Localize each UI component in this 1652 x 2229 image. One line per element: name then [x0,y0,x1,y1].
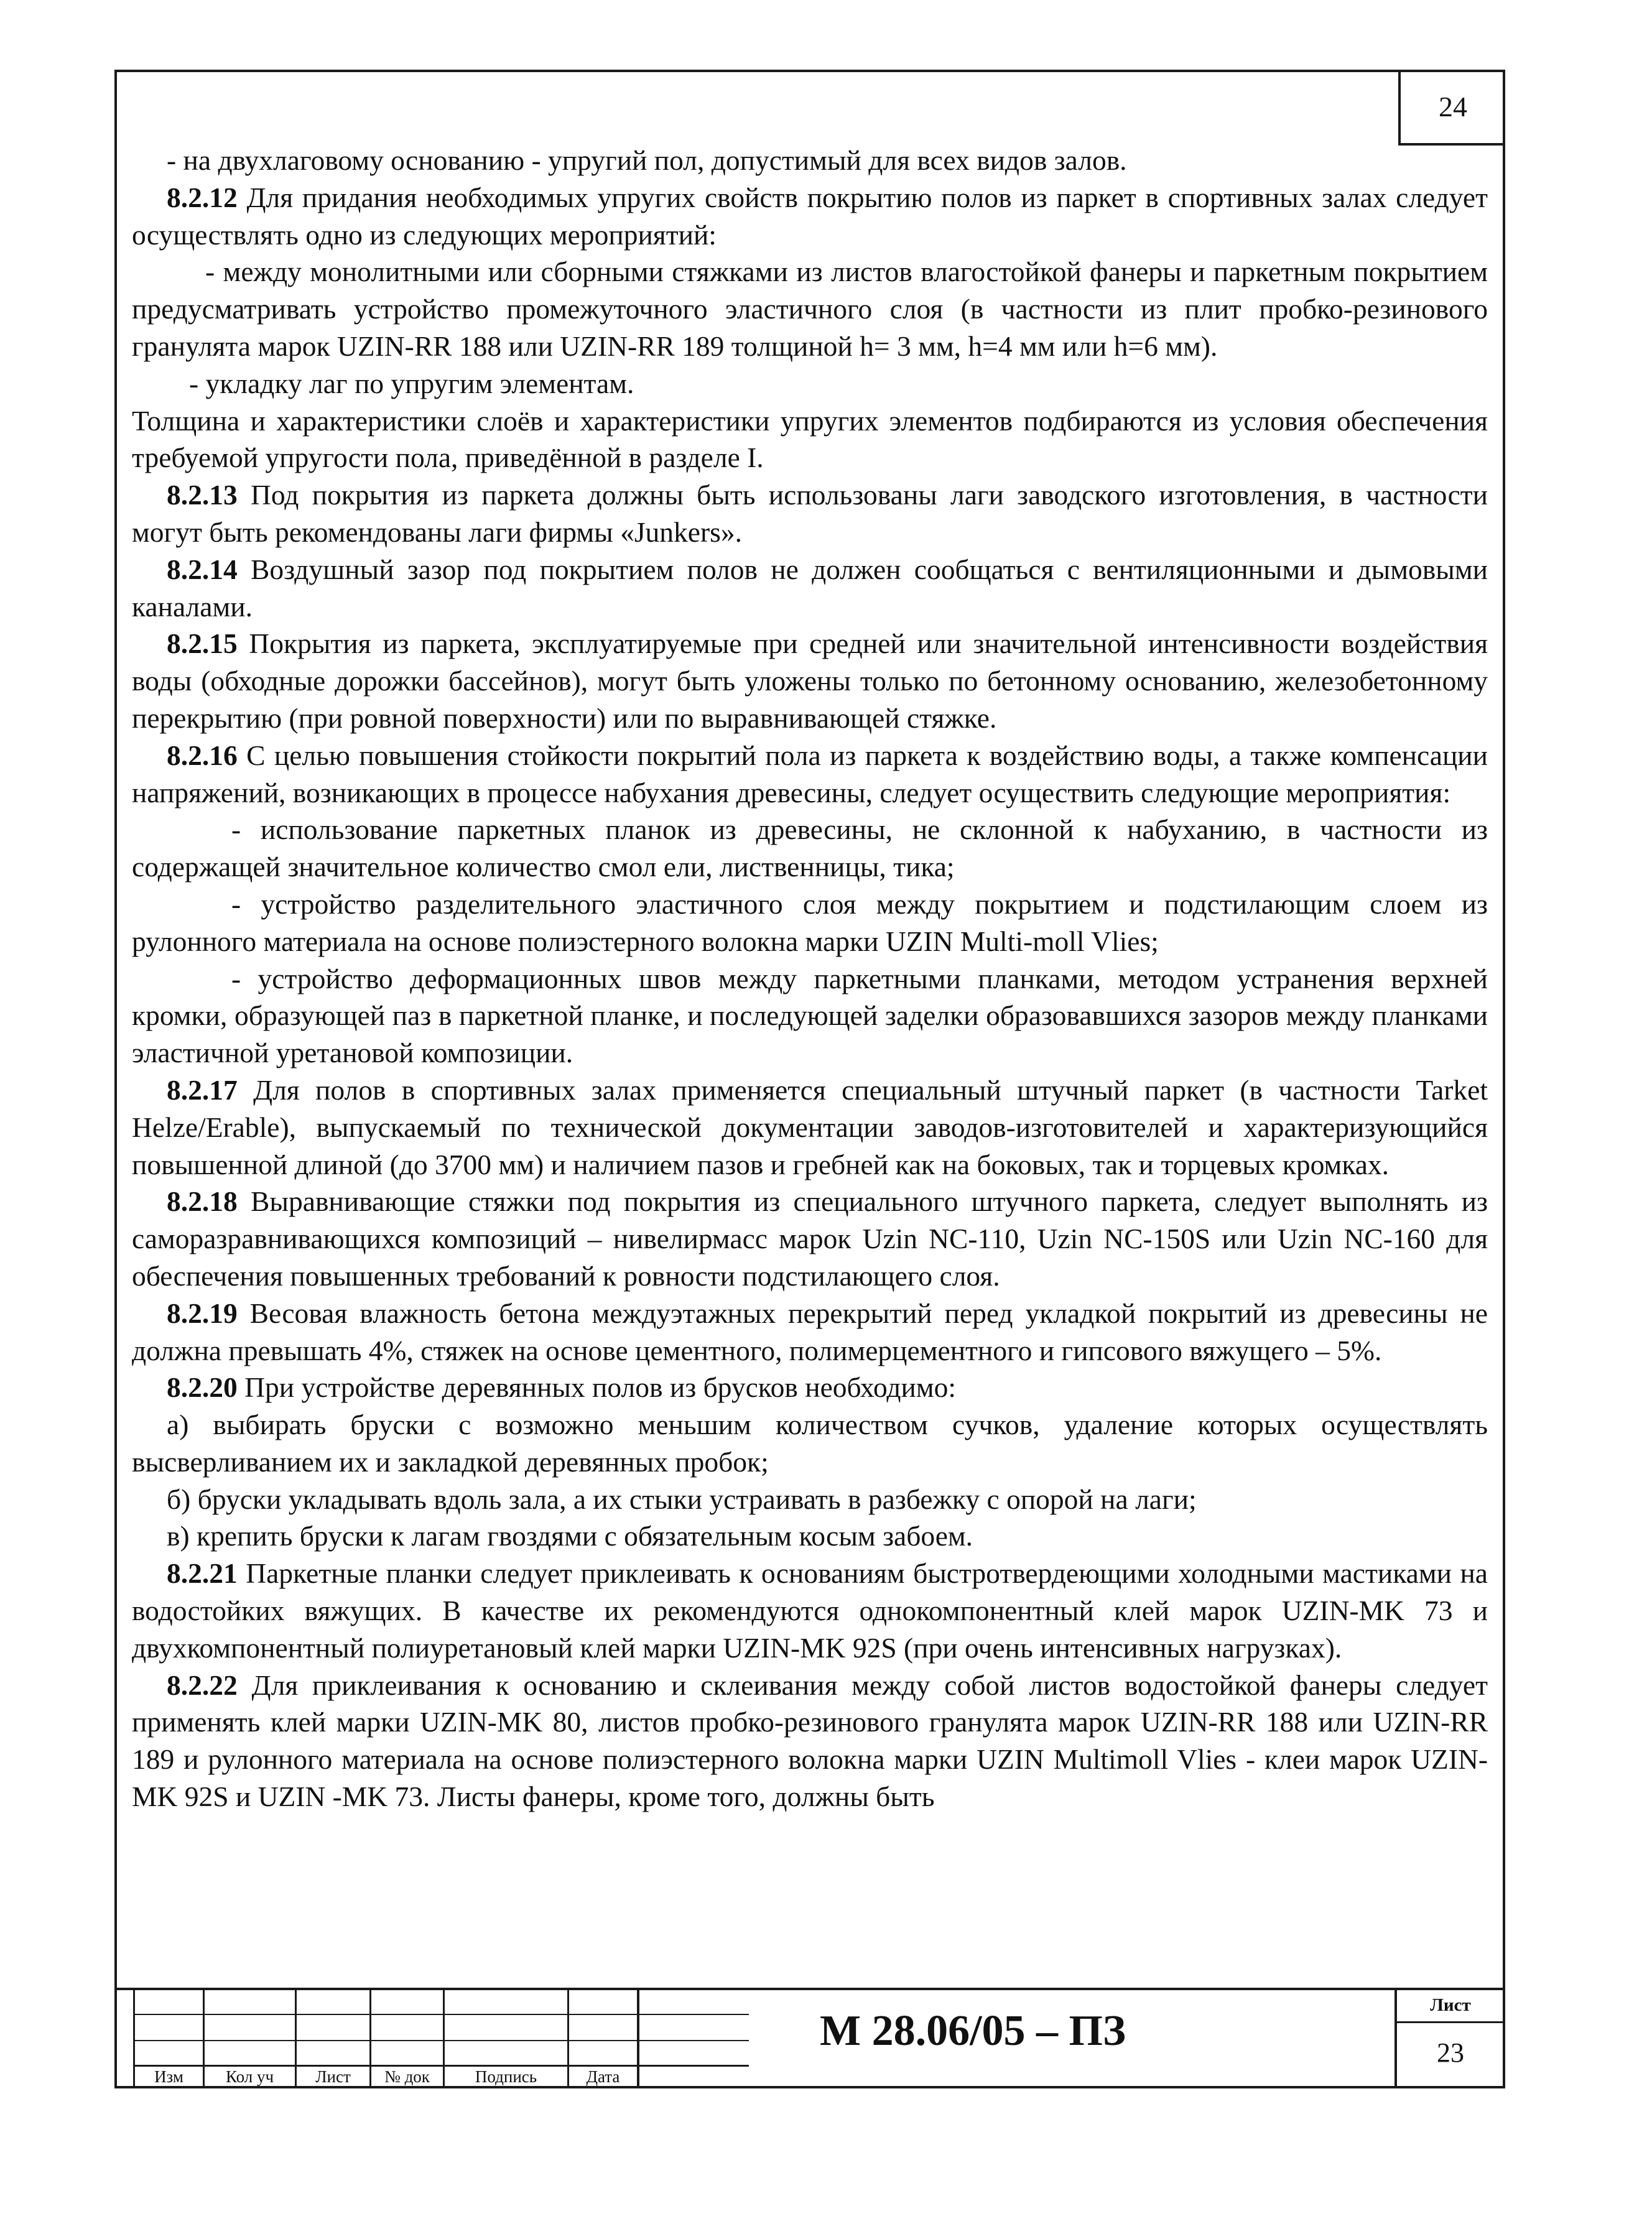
paragraph-text: Для полов в спортивных залах применяется специальный штучный паркет (в частности Tarket Helze/Erable), выпускаемый по технической документации заводов-изготовителей и характеризующийся повышенной длиной (до 3700 мм) и наличием пазов и гребней как на боковых, так и торцевых кромках. [132,1073,1488,1180]
col-label-doc: № док [384,2067,430,2086]
paragraph [132,625,1488,736]
col-label-kol-uch: Кол уч [225,2067,274,2086]
paragraph: - использование паркетных планок из древесины, не склонной к набуханию, в частности из содержащей значительное количество смол ели, лиственницы, тика; [132,813,1488,883]
paragraph: в) крепить бруски к лагам гвоздями с обязательным косым забоем. [167,1520,973,1552]
page-number-box [1398,70,1505,146]
document-code: М 28.06/05 – ПЗ [820,2007,1126,2055]
paragraph [132,1555,1488,1666]
paragraph-text: Паркетные планки следует приклеивать к основаниям быстротвердеющими холодными мастиками на водостойких вяжущих. В качестве их рекомендуются однокомпонентный клей марок UZIN-MK 73 и двухкомпонентный полиуретановый клей марки UZIN-MK 92S (при очень интенсивных нагрузках). [132,1557,1488,1664]
paragraph: а) выбирать бруски с возможно меньшим количеством сучков, удаление которых осуществлять высверливанием их и закладкой деревянных пробок; [132,1409,1488,1478]
clause-number: 8.2.13 [167,479,238,511]
clause-number: 8.2.15 [167,628,238,660]
clause-number: 8.2.16 [167,739,238,771]
paragraph: - устройство деформационных швов между паркетными планками, методом устранения верхней кромки, образующей паз в паркетной планке, и последующей заделки образовавшихся зазоров между планками эластичной уретановой композиции. [132,962,1488,1069]
paragraph-text: Для приклеивания к основанию и склеивания между собой листов водостойкой фанеры следует применять клей марки UZIN-MK 80, листов пробко-резинового гранулята марок UZIN-RR 188 или UZIN-RR 189 и рулонного материала на основе полиэстерного волокна марки UZIN Multimoll Vlies - клеи марок UZIN-MK 92S и UZIN -MK 73. Листы фанеры, кроме того, должны быть [132,1669,1488,1813]
clause-number: 8.2.17 [167,1073,238,1106]
stamp-line [133,2014,749,2015]
paragraph: б) бруски укладывать вдоль зала, а их стыки устраивать в разбежку с опорой на лаги; [167,1483,1197,1515]
col-label-signature: Подпись [475,2067,537,2086]
paragraph-text: С целью повышения стойкости покрытий пола из паркета к воздействию воды, а также компенсации напряжений, возникающих в процессе набухания древесины, следует осуществить следующие мероприятия: [132,739,1488,809]
document-body [132,142,1488,1815]
paragraph: - на двухлаговому основанию - упругий пол, допустимый для всех видов залов. [167,144,1127,176]
stamp-line [133,2065,749,2067]
paragraph [132,1295,1488,1369]
paragraph [132,1667,1488,1815]
paragraph [132,1183,1488,1294]
clause-number: 8.2.20 [167,1371,238,1404]
paragraph-text: При устройстве деревянных полов из брусков необходимо: [237,1371,957,1404]
paragraph: - между монолитными или сборными стяжками из листов влагостойкой фанеры и паркетным покрытием предусматривать устройство промежуточного эластичного слоя (в частности из плит пробко-резинового гранулята марок UZIN-RR 188 или UZIN-RR 189 толщиной h= 3 мм, h=4 мм или h=6 мм). [132,256,1488,362]
stamp-line [133,2040,749,2041]
clause-number: 8.2.18 [167,1185,238,1218]
clause-number: 8.2.19 [167,1297,238,1329]
paragraph-text: Для придания необходимых упругих свойств покрытию полов из паркет в спортивных залах следует осуществлять одно из следующих мероприятий: [132,181,1488,251]
paragraph [132,1369,1488,1406]
paragraph-text: Воздушный зазор под покрытием полов не должен сообщаться с вентиляционными и дымовыми каналами. [132,553,1488,623]
paragraph: - укладку лаг по упругим элементам. [189,367,634,399]
sheet-label: Лист [1430,1995,1471,2015]
paragraph [132,551,1488,626]
paragraph-text: Под покрытия из паркета должны быть использованы лаги заводского изготовления, в частности могут быть рекомендованы лаги фирмы «Junkers». [132,479,1488,548]
col-label-date: Дата [586,2067,620,2086]
paragraph: - устройство разделительного эластичного слоя между покрытием и подстилающим слоем из рулонного материала на основе полиэстерного волокна марки UZIN Multi-moll Vlies; [132,887,1488,957]
paragraph-text: Выравнивающие стяжки под покрытия из специального штучного паркета, следует выполнять из саморазравнивающихся композиций – нивелирмасс марок Uzin NC-110, Uzin NC-150S или Uzin NC-160 для обеспечения повышенных требований к ровности подстилающего слоя. [132,1185,1488,1292]
col-label-izm: Изм [154,2067,183,2086]
title-block [114,1988,1505,2088]
col-label-list: Лист [315,2067,351,2086]
paragraph [132,737,1488,812]
clause-number: 8.2.21 [167,1557,238,1590]
clause-number: 8.2.14 [167,553,238,585]
sheet-number: 23 [1437,2037,1464,2068]
paragraph-text: Покрытия из паркета, эксплуатируемые при средней или значительной интенсивности воздействия воды (обходные дорожки бассейнов), могут быть уложены только по бетонному основанию, железобетонному перекрытию (при ровной поверхности) или по выравнивающей стяжке. [132,628,1488,734]
paragraph [132,476,1488,551]
stamp-line [114,1988,1505,1990]
paragraph: Толщина и характеристики слоёв и характеристики упругих элементов подбираются из условия обеспечения требуемой упругости пола, приведённой в разделе I. [132,404,1488,474]
paragraph [132,179,1488,254]
stamp-line [637,1988,639,2088]
clause-number: 8.2.12 [167,181,238,213]
clause-number: 8.2.22 [167,1669,238,1701]
stamp-line [1396,2021,1505,2023]
page-number: 24 [1439,90,1467,123]
paragraph [132,1072,1488,1183]
paragraph-text: Весовая влажность бетона междуэтажных перекрытий перед укладкой покрытий из древесины не должна превышать 4%, стяжек на основе цементного, полимерцементного и гипсового вяжущего – 5%. [132,1297,1488,1366]
